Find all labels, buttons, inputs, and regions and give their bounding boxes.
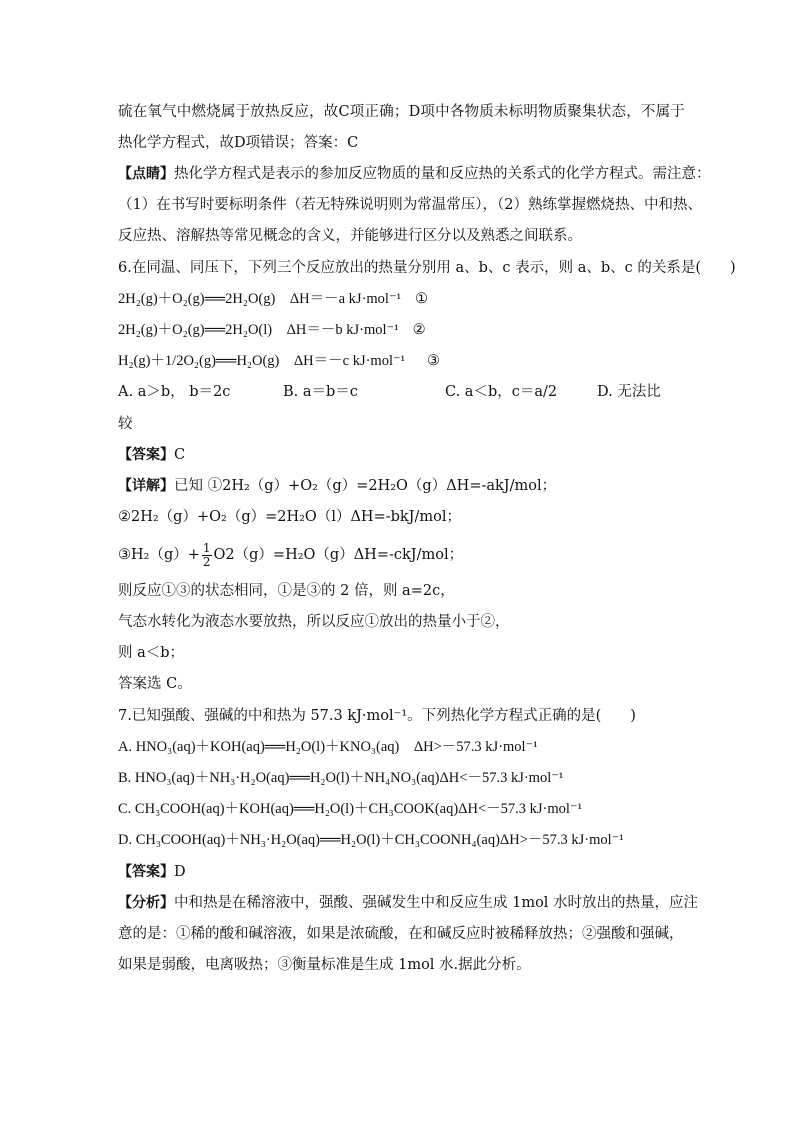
text-line: 反应热、溶解热等常见概念的含义，并能够进行区分以及熟悉之间联系。 [118, 228, 582, 244]
answer-7 [118, 862, 186, 882]
option-b: B. HNO₃(aq)＋NH₃·H₂O(aq)══H₂O(l)＋NH₄NO₃(aq)ΔH<－57.3 kJ·mol⁻¹ [118, 770, 564, 786]
option-d-continued: 较 [118, 416, 133, 432]
answer-tag: 【答案】 [118, 864, 174, 880]
detail-line: 气态水转化为液态水要放热，所以反应①放出的热量小于②， [118, 614, 510, 630]
equation-1 [118, 289, 428, 309]
detail-line: 则反应①③的状态相同，①是③的 2 倍，则 a=2c， [118, 583, 455, 599]
answer-value: D [174, 864, 186, 880]
analysis-tag: 【分析】 [118, 895, 174, 911]
detail-line-fraction [118, 540, 463, 570]
option-d: D. 无法比 [597, 384, 661, 400]
option-d: D. CH₃COOH(aq)＋NH₃·H₂O(aq)══H₂O(l)＋CH₃COONH₄(aq)ΔH>－57.3 kJ·mol⁻¹ [118, 832, 624, 848]
text-line: 中和热是在稀溶液中，强酸、强碱发生中和反应生成 1mol 水时放出的热量，应注 [174, 895, 699, 911]
detail-line: 则 a＜b； [118, 645, 185, 661]
option-b: B. a＝b＝c [283, 384, 358, 400]
analysis-line [118, 893, 698, 913]
detail-line: ②2H₂（g）+O₂（g）=2H₂O（l）ΔH=-bkJ/mol； [118, 509, 462, 525]
text-line: 已知 ①2H₂（g）+O₂（g）=2H₂O（g）ΔH=-akJ/mol； [174, 478, 557, 494]
answer-value: C [174, 447, 186, 463]
note-paragraph [118, 164, 711, 184]
option-c: C. a＜b，c＝a/2 [445, 384, 558, 400]
detail-line [118, 476, 556, 496]
option-a: A. a＞b， b＝2c [118, 384, 231, 400]
equation-number: ③ [426, 353, 440, 369]
analysis-line: 意的是：①稀的酸和碱溶液，如果是浓硫酸，在和碱反应时被稀释放热；②强酸和强碱， [118, 926, 684, 942]
text-line: ③H₂（g）+ [118, 547, 200, 563]
text-line: O2（g）=H₂O（g）ΔH=-ckJ/mol； [213, 547, 464, 563]
equation-text: H₂(g)＋1/2O₂(g)══H₂O(g) ΔH＝－c kJ·mol⁻¹ [118, 353, 405, 369]
equation-text: 2H₂(g)＋O₂(g)══2H₂O(l) ΔH＝－b kJ·mol⁻¹ [118, 322, 399, 338]
answer-tag: 【答案】 [118, 447, 174, 463]
fraction [202, 542, 212, 569]
text-line: 硫在氧气中燃烧属于放热反应，故C项正确；D项中各物质未标明物质聚集状态，不属于 [118, 104, 686, 120]
option-a: A. HNO₃(aq)＋KOH(aq)══H₂O(l)＋KNO₃(aq) ΔH>－57.3 kJ·mol⁻¹ [118, 739, 538, 755]
fraction-denominator: 2 [202, 554, 211, 569]
analysis-line: 如果是弱酸，电离吸热；③衡量标准是生成 1mol 水.据此分析。 [118, 957, 531, 973]
text-line: 热化学方程式是表示的参加反应物质的量和反应热的关系式的化学方程式。需注意： [174, 166, 711, 182]
detail-line: 答案选 C。 [118, 676, 192, 692]
text-line: 热化学方程式，故D项错误；答案：C [118, 135, 359, 151]
text-line: （1）在书写时要标明条件（若无特殊说明则为常温常压），（2）熟练掌握燃烧热、中和热、 [118, 197, 702, 213]
question-6: 6.在同温、同压下，下列三个反应放出的热量分别用 a、b、c 表示，则 a、b、c 的关系是( ) [118, 260, 736, 276]
equation-number: ① [414, 291, 428, 307]
equation-number: ② [412, 322, 426, 338]
question-7: 7.已知强酸、强碱的中和热为 57.3 kJ·mol⁻¹。下列热化学方程式正确的是( ) [118, 708, 636, 724]
option-c: C. CH₃COOH(aq)＋KOH(aq)══H₂O(l)＋CH₃COOK(aq)ΔH<－57.3 kJ·mol⁻¹ [118, 801, 582, 817]
equation-2 [118, 320, 426, 340]
detail-tag: 【详解】 [118, 478, 174, 494]
equation-text: 2H₂(g)＋O₂(g)══2H₂O(g) ΔH＝－a kJ·mol⁻¹ [118, 291, 401, 307]
note-tag: 【点睛】 [118, 166, 174, 182]
fraction-numerator: 1 [202, 540, 211, 555]
answer-6 [118, 445, 185, 465]
equation-3 [118, 351, 440, 371]
